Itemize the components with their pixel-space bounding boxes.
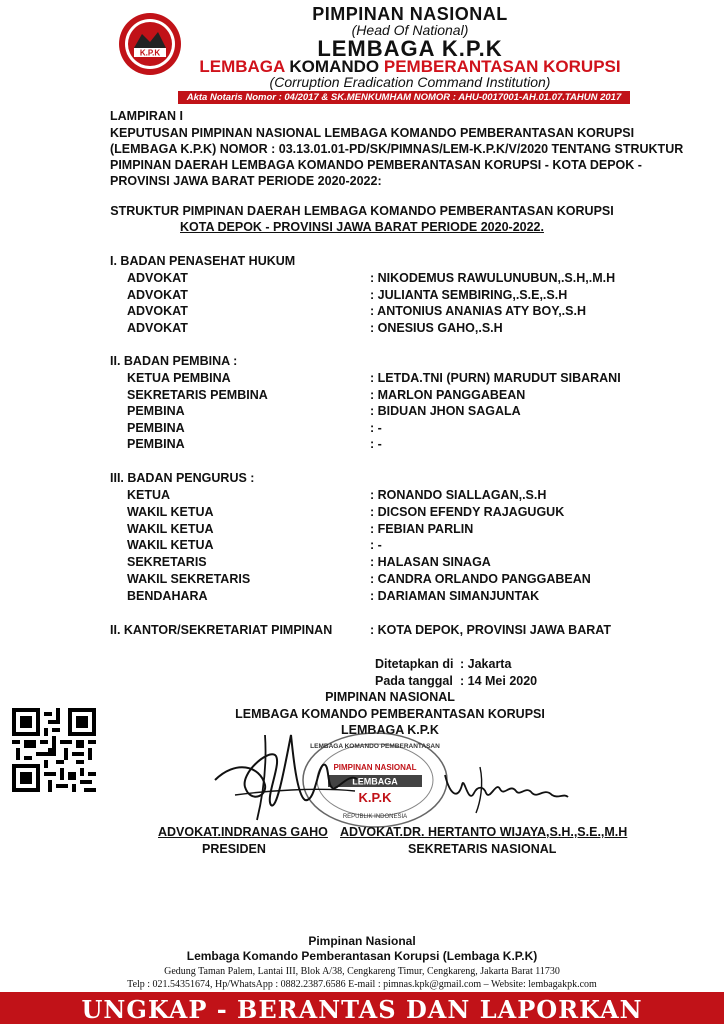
role-label: PEMBINA (127, 421, 185, 435)
intro-line-2: (LEMBAGA K.P.K) NOMOR : 03.13.01.01-PD/SK/PIMNAS/LEM-K.P.K/V/2020 TENTANG STRUKTUR (110, 142, 684, 156)
member-name: : DARIAMAN SIMANJUNTAK (370, 589, 540, 603)
member-name: : JULIANTA SEMBIRING,.S.E,.S.H (370, 288, 568, 302)
member-name: : DICSON EFENDY RAJAGUGUK (370, 505, 565, 519)
member-name: : LETDA.TNI (PURN) MARUDUT SIBARANI (370, 371, 621, 385)
office-value: : KOTA DEPOK, PROVINSI JAWA BARAT (370, 623, 611, 637)
header-subtitle: (Head Of National) (351, 22, 469, 38)
footer-contact: Telp : 021.54351674, Hp/WhatsApp : 0882.2387.6586 E-mail : pimnas.kpk@gmail.com – Website: lembagakpk.com (127, 979, 597, 990)
place-label: Ditetapkan di (375, 657, 454, 671)
role-label: WAKIL KETUA (127, 538, 214, 552)
header-title: PIMPINAN NASIONAL (312, 4, 508, 24)
signatory-left-title: PRESIDEN (202, 842, 266, 856)
member-name: : HALASAN SINAGA (370, 555, 491, 569)
role-label: PEMBINA (127, 437, 185, 451)
header-org-short: LEMBAGA K.P.K (317, 36, 503, 61)
role-label: ADVOKAT (127, 321, 188, 335)
intro-line-1: KEPUTUSAN PIMPINAN NASIONAL LEMBAGA KOMANDO PEMBERANTASAN KORUPSI (110, 126, 635, 140)
member-name: : CANDRA ORLANDO PANGGABEAN (370, 572, 591, 586)
role-label: SEKRETARIS (127, 555, 207, 569)
member-name: : ONESIUS GAHO,.S.H (370, 321, 503, 335)
footer-line-1: Pimpinan Nasional (308, 934, 416, 948)
svg-text:PIMPINAN NASIONAL: PIMPINAN NASIONAL (333, 763, 417, 772)
role-label: ADVOKAT (127, 304, 188, 318)
member-name: : NIKODEMUS RAWULUNUBUN,.S.H,.M.H (370, 271, 616, 285)
footer-address: Gedung Taman Palem, Lantai III, Blok A/38, Cengkareng Timur, Cengkareng, Jakarta Barat 11730 (164, 966, 560, 977)
svg-text:K.P.K: K.P.K (358, 790, 392, 805)
svg-text:REPUBLIK INDONESIA: REPUBLIK INDONESIA (342, 814, 408, 820)
qr-code-icon (12, 708, 96, 792)
signatory-left-name: ADVOKAT.INDRANAS GAHO (158, 825, 328, 839)
member-name: : - (370, 421, 382, 435)
role-label: SEKRETARIS PEMBINA (127, 388, 268, 402)
signature-icon (440, 755, 570, 815)
svg-text:LEMBAGA KOMANDO PEMBERANTASAN: LEMBAGA KOMANDO PEMBERANTASAN (310, 743, 440, 750)
sign-org-1: PIMPINAN NASIONAL (325, 690, 455, 704)
header-org-english: (Corruption Eradication Command Institution) (269, 74, 551, 90)
signature-icon (205, 725, 365, 825)
member-name: : ANTONIUS ANANIAS ATY BOY,.S.H (370, 304, 586, 318)
section-title: I. BADAN PENASEHAT HUKUM (110, 254, 296, 268)
section-title: III. BADAN PENGURUS : (110, 471, 255, 485)
intro-line-3: PIMPINAN DAERAH LEMBAGA KOMANDO PEMBERANTASAN KORUPSI - KOTA DEPOK - (110, 158, 642, 172)
struktur-heading: STRUKTUR PIMPINAN DAERAH LEMBAGA KOMANDO PEMBERANTASAN KORUPSI (110, 204, 614, 218)
signatory-right-title: SEKRETARIS NASIONAL (408, 842, 557, 856)
role-label: WAKIL SEKRETARIS (127, 572, 251, 586)
footer-line-2: Lembaga Komando Pemberantasan Korupsi (Lembaga K.P.K) (186, 949, 538, 963)
role-label: WAKIL KETUA (127, 505, 214, 519)
svg-text:LEMBAGA: LEMBAGA (352, 776, 398, 787)
header-org-full: LEMBAGA KOMANDO PEMBERANTASAN KORUPSI (199, 57, 621, 76)
date-label: Pada tanggal (375, 674, 453, 688)
legal-bar: Akta Notaris Nomor : 04/2017 & SK.MENKUMHAM NOMOR : AHU-0017001-AH.01.07.TAHUN 2017 (178, 91, 630, 104)
date-value: : 14 Mei 2020 (460, 674, 538, 688)
kpk-logo-icon (118, 12, 182, 76)
sign-org-3: LEMBAGA K.P.K (341, 723, 439, 737)
section-title: II. BADAN PEMBINA : (110, 354, 238, 368)
member-name: : - (370, 437, 382, 451)
member-name: : MARLON PANGGABEAN (370, 388, 526, 402)
role-label: PEMBINA (127, 404, 185, 418)
svg-text:K.P.K: K.P.K (139, 48, 161, 58)
office-label: II. KANTOR/SEKRETARIAT PIMPINAN (110, 623, 333, 637)
member-name: : - (370, 538, 382, 552)
sign-org-2: LEMBAGA KOMANDO PEMBERANTASAN KORUPSI (235, 707, 545, 721)
role-label: ADVOKAT (127, 271, 188, 285)
member-name: : FEBIAN PARLIN (370, 522, 474, 536)
signatory-right-name: ADVOKAT.DR. HERTANTO WIJAYA,S.H.,S.E.,M.H (340, 825, 628, 839)
lampiran-label: LAMPIRAN I (110, 109, 183, 123)
role-label: ADVOKAT (127, 288, 188, 302)
member-name: : BIDUAN JHON SAGALA (370, 404, 521, 418)
intro-line-4: PROVINSI JAWA BARAT PERIODE 2020-2022: (110, 174, 382, 188)
role-label: KETUA PEMBINA (127, 371, 231, 385)
place-value: : Jakarta (460, 657, 512, 671)
role-label: WAKIL KETUA (127, 522, 214, 536)
member-name: : RONANDO SIALLAGAN,.S.H (370, 488, 547, 502)
role-label: BENDAHARA (127, 589, 208, 603)
footer-slogan: UNGKAP - BERANTAS DAN LAPORKAN (81, 995, 643, 1024)
struktur-subheading: KOTA DEPOK - PROVINSI JAWA BARAT PERIODE 2020-2022. (180, 220, 544, 234)
role-label: KETUA (127, 488, 171, 502)
